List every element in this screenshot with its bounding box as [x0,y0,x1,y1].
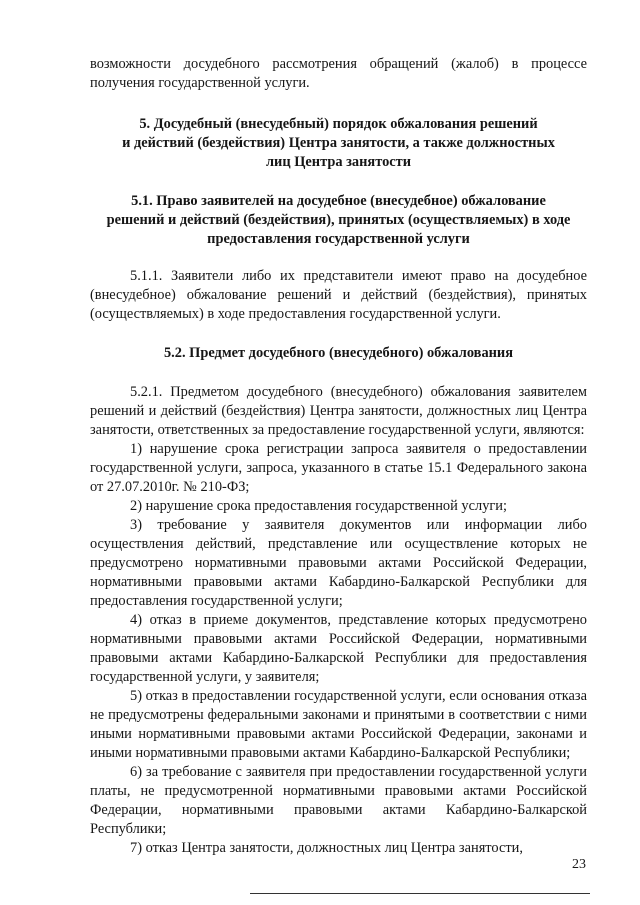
page-number: 23 [572,857,586,872]
page-content [90,55,587,858]
paragraph-5-1-1: 5.1.1. Заявители либо их представители имеют право на досудебное (внесудебное) обжалование решений и действий (бездействия), принятых (осуществляемых) в ходе предоставления государственной услуги. [90,268,587,322]
section-5-1-heading [90,192,587,249]
list-item-3: 3) требование у заявителя документов или информации либо осуществления действий, представление или осуществление которых не предусмотрено нормативными правовыми актами Российской Федерации, нормативными правовыми актами Кабардино-Балкарской Республики для предоставления государственной услуги; [90,517,587,609]
heading-line: 5. Досудебный (внесудебный) порядок обжалования решений [139,116,538,132]
list-item-7: 7) отказ Центра занятости, должностных лиц Центра занятости, [130,840,523,856]
list-item-4: 4) отказ в приеме документов, представление которых предусмотрено нормативными правовыми актами Российской Федерации, нормативными правовыми актами Кабардино-Балкарской Республики для предоставления государственной услуги, у заявителя; [90,612,587,685]
heading-line: предоставления государственной услуги [207,231,470,247]
section-5-heading [90,115,587,172]
list-item-2: 2) нарушение срока предоставления государственной услуги; [130,498,507,514]
intro-paragraph: возможности досудебного рассмотрения обращений (жалоб) в процессе получения государственной услуги. [90,56,587,91]
heading-line: и действий (бездействия) Центра занятости, а также должностных [122,135,555,151]
heading-line: 5.1. Право заявителей на досудебное (внесудебное) обжалование [131,193,546,209]
list-item-6: 6) за требование с заявителя при предоставлении государственной услуги платы, не предусмотренной нормативными правовыми актами Российской Федерации, нормативными правовыми актами Кабардино-Балкарской Республики; [90,764,587,837]
footer-divider [250,893,590,894]
list-item-1: 1) нарушение срока регистрации запроса заявителя о предоставлении государственной услуги, запроса, указанного в статье 15.1 Федерального закона от 27.07.2010г. № 210-ФЗ; [90,441,587,495]
list-item-5: 5) отказ в предоставлении государственной услуги, если основания отказа не предусмотрены федеральными законами и принятыми в соответствии с ними иными нормативными правовыми актами Российской Федерации, законами и иными нормативными правовыми актами Кабардино-Балкарской Республики; [90,688,587,761]
section-5-2-heading: 5.2. Предмет досудебного (внесудебного) обжалования [163,345,514,361]
heading-line: решений и действий (бездействия), принятых (осуществляемых) в ходе [106,212,571,228]
section-5-2-body [90,383,587,858]
heading-line: лиц Центра занятости [265,154,412,170]
paragraph-5-2-1: 5.2.1. Предметом досудебного (внесудебного) обжалования заявителем решений и действий (бездействия) Центра занятости, должностных лиц Центра занятости, ответственных за предоставление государственной услуги, являются: [90,384,587,438]
